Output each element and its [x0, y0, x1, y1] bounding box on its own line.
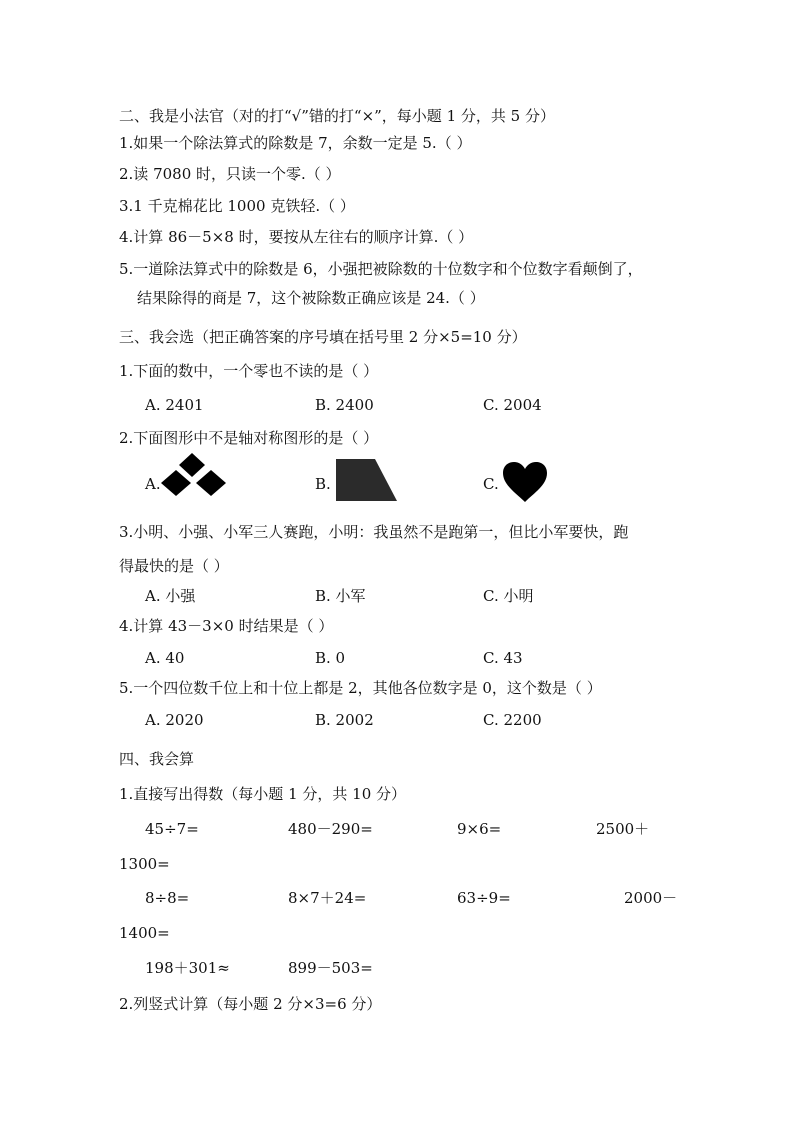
calc-10: 899－503= [288, 959, 373, 977]
section2-item-5: 5.一道除法算式中的除数是 6，小强把被除数的十位数字和个位数字看颠倒了， [119, 260, 643, 278]
q2-text: 2.下面图形中不是轴对称图形的是（ ） [119, 429, 379, 447]
q2-option-b: B. [315, 475, 331, 493]
q5-option-b: B. 2002 [315, 711, 374, 729]
q1-text: 1.下面的数中，一个零也不读的是（ ） [119, 362, 379, 380]
q4-option-b: B. 0 [315, 649, 346, 667]
q3-text-line2: 得最快的是（ ） [119, 557, 229, 575]
section2-item-1: 1.如果一个除法算式的除数是 7，余数一定是 5.（ ） [119, 134, 472, 152]
section2-item-3: 3.1 千克棉花比 1000 克铁轻.（ ） [119, 197, 355, 215]
calc-6: 8×7＋24= [288, 889, 367, 907]
calc-3: 9×6= [457, 820, 502, 838]
section3-title: 三、我会选（把正确答案的序号填在括号里 2 分×5=10 分） [119, 328, 527, 346]
q3-option-c: C. 小明 [483, 587, 534, 605]
section4-sub2: 2.列竖式计算（每小题 2 分×3=6 分） [119, 995, 382, 1013]
q5-text: 5.一个四位数千位上和十位上都是 2，其他各位数字是 0，这个数是（ ） [119, 679, 602, 697]
q3-option-b: B. 小军 [315, 587, 366, 605]
q5-option-a: A. 2020 [145, 711, 204, 729]
calc-2: 480－290= [288, 820, 373, 838]
calc-4-wrap: 1300= [119, 855, 170, 873]
trapezoid-shape [335, 458, 398, 502]
q1-option-a: A. 2401 [145, 396, 204, 414]
calc-7: 63÷9= [457, 889, 511, 907]
q3-text-line1: 3.小明、小强、小军三人赛跑，小明：我虽然不是跑第一，但比小军要快，跑 [119, 523, 629, 541]
section2-title: 二、我是小法官（对的打“√”错的打“×”，每小题 1 分，共 5 分） [119, 107, 555, 125]
q4-option-a: A. 40 [145, 649, 185, 667]
q1-option-b: B. 2400 [315, 396, 374, 414]
heart-shape [502, 461, 548, 503]
section2-item-4: 4.计算 86－5×8 时，要按从左往右的顺序计算.（ ） [119, 228, 474, 246]
calc-8: 2000－ [624, 889, 678, 907]
q2-option-a: A. [145, 475, 161, 493]
calc-8-wrap: 1400= [119, 924, 170, 942]
three-diamonds-shape [160, 452, 228, 498]
section2-item-2: 2.读 7080 时，只读一个零.（ ） [119, 165, 341, 183]
calc-9: 198＋301≈ [145, 959, 230, 977]
calc-5: 8÷8= [145, 889, 190, 907]
section2-item-5-cont: 结果除得的商是 7，这个被除数正确应该是 24.（ ） [137, 289, 485, 307]
q3-option-a: A. 小强 [145, 587, 196, 605]
calc-4: 2500＋ [596, 820, 650, 838]
q4-text: 4.计算 43－3×0 时结果是（ ） [119, 617, 334, 635]
q2-option-c: C. [483, 475, 499, 493]
q1-option-c: C. 2004 [483, 396, 542, 414]
q5-option-c: C. 2200 [483, 711, 542, 729]
calc-1: 45÷7= [145, 820, 199, 838]
section4-sub1: 1.直接写出得数（每小题 1 分，共 10 分） [119, 785, 407, 803]
q4-option-c: C. 43 [483, 649, 523, 667]
section4-title: 四、我会算 [119, 750, 195, 768]
